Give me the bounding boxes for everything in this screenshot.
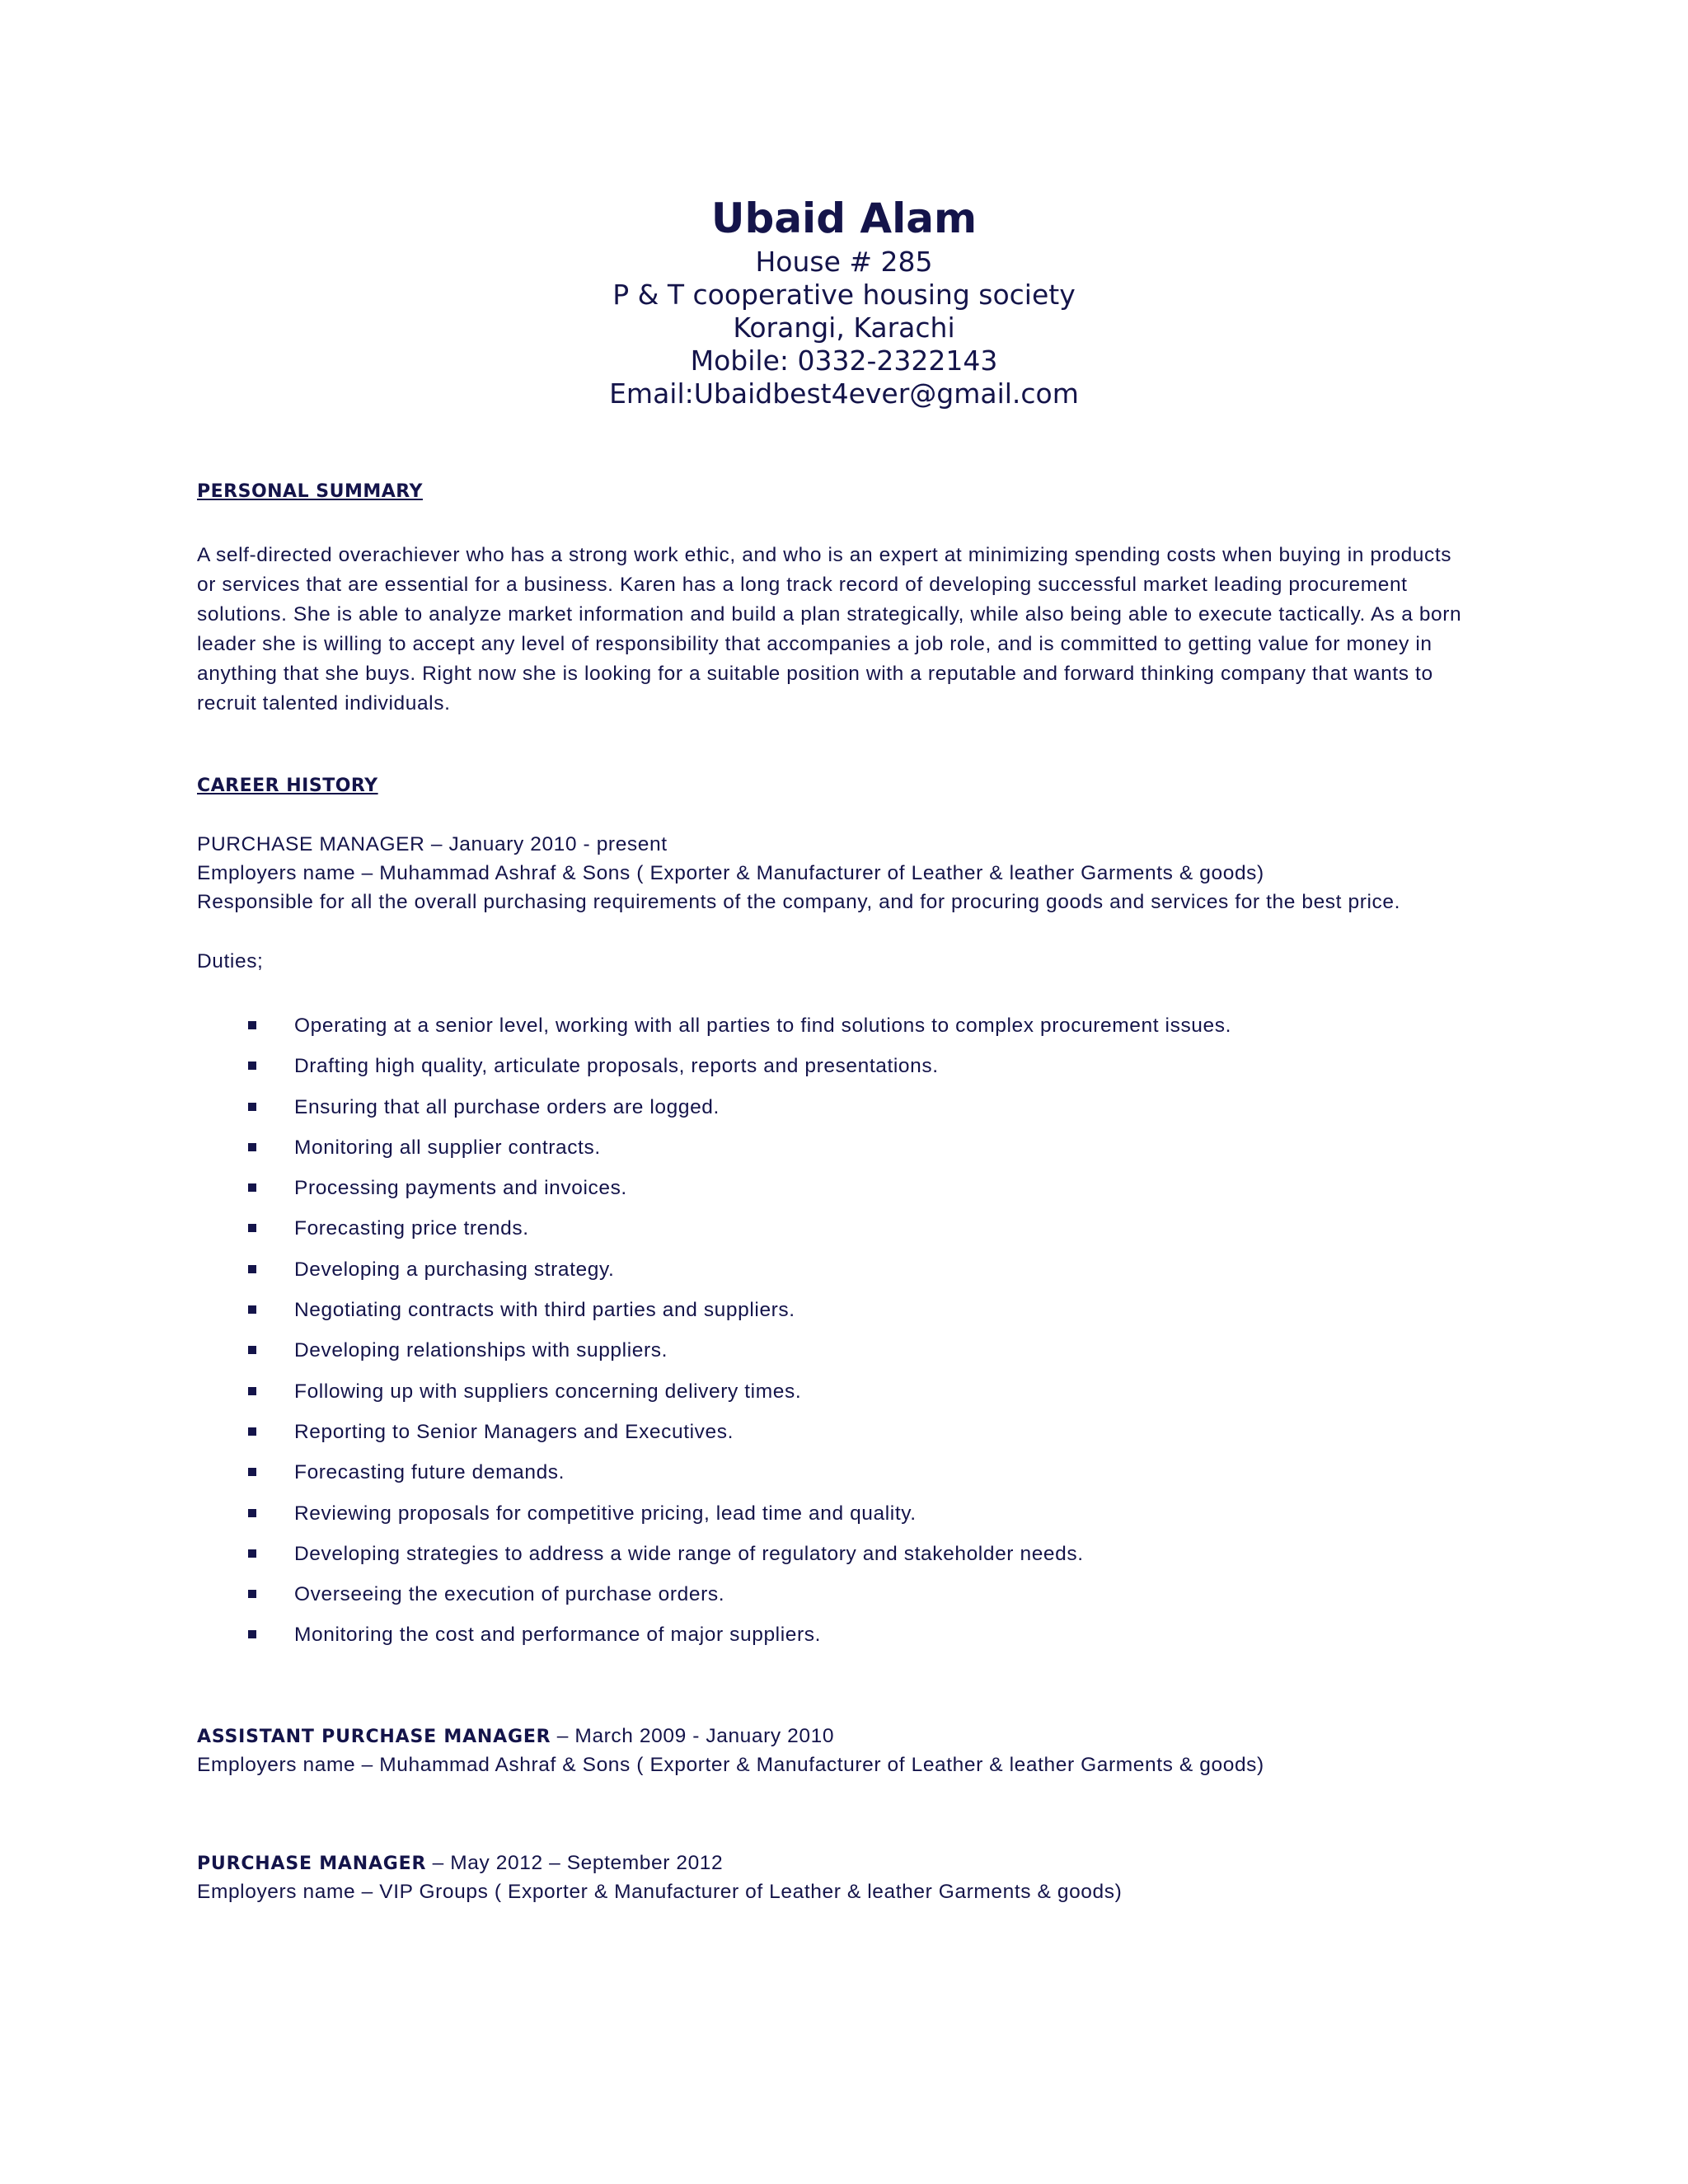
- square-bullet-icon: [248, 1183, 256, 1192]
- job3-title: PURCHASE MANAGER: [197, 1854, 427, 1874]
- square-bullet-icon: [248, 1021, 256, 1029]
- list-item: Following up with suppliers concerning delivery times.: [197, 1378, 1483, 1418]
- career-history-heading: CAREER HISTORY: [197, 776, 378, 796]
- candidate-name: Ubaid Alam: [710, 194, 978, 242]
- square-bullet-icon: [248, 1224, 256, 1232]
- square-bullet-icon: [248, 1143, 256, 1151]
- job2-title-line: [197, 1722, 834, 1751]
- job2-dates: – March 2009 - January 2010: [551, 1725, 835, 1747]
- list-item: Monitoring all supplier contracts.: [197, 1134, 1483, 1174]
- list-item: Developing a purchasing strategy.: [197, 1256, 1483, 1296]
- square-bullet-icon: [248, 1590, 256, 1598]
- list-item: Forecasting price trends.: [197, 1215, 1483, 1255]
- square-bullet-icon: [248, 1387, 256, 1395]
- resume-header: [0, 191, 1688, 410]
- list-item: Operating at a senior level, working with all parties to find solutions to complex procurement issues.: [197, 1012, 1483, 1052]
- list-item: Monitoring the cost and performance of major suppliers.: [197, 1621, 1483, 1661]
- square-bullet-icon: [248, 1305, 256, 1314]
- address-city: Korangi, Karachi: [733, 312, 955, 344]
- duties-list: [197, 1012, 1483, 1662]
- list-item: Processing payments and invoices.: [197, 1174, 1483, 1215]
- job2-employer: Employers name – Muhammad Ashraf & Sons ( Exporter & Manufacturer of Leather & leather Garments & goods): [197, 1754, 1264, 1776]
- list-item: Forecasting future demands.: [197, 1459, 1483, 1499]
- job1-responsibility: Responsible for all the overall purchasing requirements of the company, and for procuring goods and services for the best price.: [197, 891, 1400, 913]
- square-bullet-icon: [248, 1103, 256, 1111]
- address-society: P & T cooperative housing society: [612, 279, 1076, 311]
- personal-summary-text: A self-directed overachiever who has a strong work ethic, and who is an expert at minimizing spending costs when buying in products or services that are essential for a business. Karen has a long track record of developing successful market leading procurement solutions. She is able to analyze market information and build a plan strategically, while also being able to execute tactically. As a born leader she is willing to accept any level of responsibility that accompanies a job role, and is committed to getting value for money in anything that she buys. Right now she is looking for a suitable position with a reputable and forward thinking company that wants to recruit talented individuals.: [197, 544, 1462, 715]
- list-item: Ensuring that all purchase orders are logged.: [197, 1094, 1483, 1134]
- square-bullet-icon: [248, 1427, 256, 1436]
- job3-title-line: [197, 1849, 723, 1878]
- square-bullet-icon: [248, 1630, 256, 1638]
- list-item: Drafting high quality, articulate proposals, reports and presentations.: [197, 1052, 1483, 1093]
- square-bullet-icon: [248, 1549, 256, 1558]
- job3-dates: – May 2012 – September 2012: [426, 1852, 724, 1874]
- list-item: Negotiating contracts with third parties and suppliers.: [197, 1296, 1483, 1337]
- job3-employer: Employers name – VIP Groups ( Exporter & Manufacturer of Leather & leather Garments & goods): [197, 1881, 1123, 1903]
- list-item: Reviewing proposals for competitive pricing, lead time and quality.: [197, 1500, 1483, 1540]
- list-item: Overseeing the execution of purchase orders.: [197, 1581, 1483, 1621]
- job2-title: ASSISTANT PURCHASE MANAGER: [197, 1727, 551, 1747]
- list-item: Developing strategies to address a wide range of regulatory and stakeholder needs.: [197, 1540, 1483, 1581]
- personal-summary-heading: PERSONAL SUMMARY: [197, 481, 423, 502]
- list-item: Reporting to Senior Managers and Executives.: [197, 1418, 1483, 1459]
- square-bullet-icon: [248, 1509, 256, 1517]
- square-bullet-icon: [248, 1346, 256, 1354]
- job1-employer: Employers name – Muhammad Ashraf & Sons ( Exporter & Manufacturer of Leather & leather Garments & goods): [197, 862, 1264, 884]
- square-bullet-icon: [248, 1062, 256, 1070]
- duties-label: Duties;: [197, 950, 264, 972]
- job1-title-line: PURCHASE MANAGER – January 2010 - present: [197, 833, 668, 855]
- email-address: Email:Ubaidbest4ever@gmail.com: [609, 377, 1079, 410]
- square-bullet-icon: [248, 1265, 256, 1273]
- square-bullet-icon: [248, 1468, 256, 1476]
- address-house: House # 285: [755, 246, 933, 278]
- mobile-number: Mobile: 0332-2322143: [690, 344, 998, 377]
- list-item: Developing relationships with suppliers.: [197, 1337, 1483, 1377]
